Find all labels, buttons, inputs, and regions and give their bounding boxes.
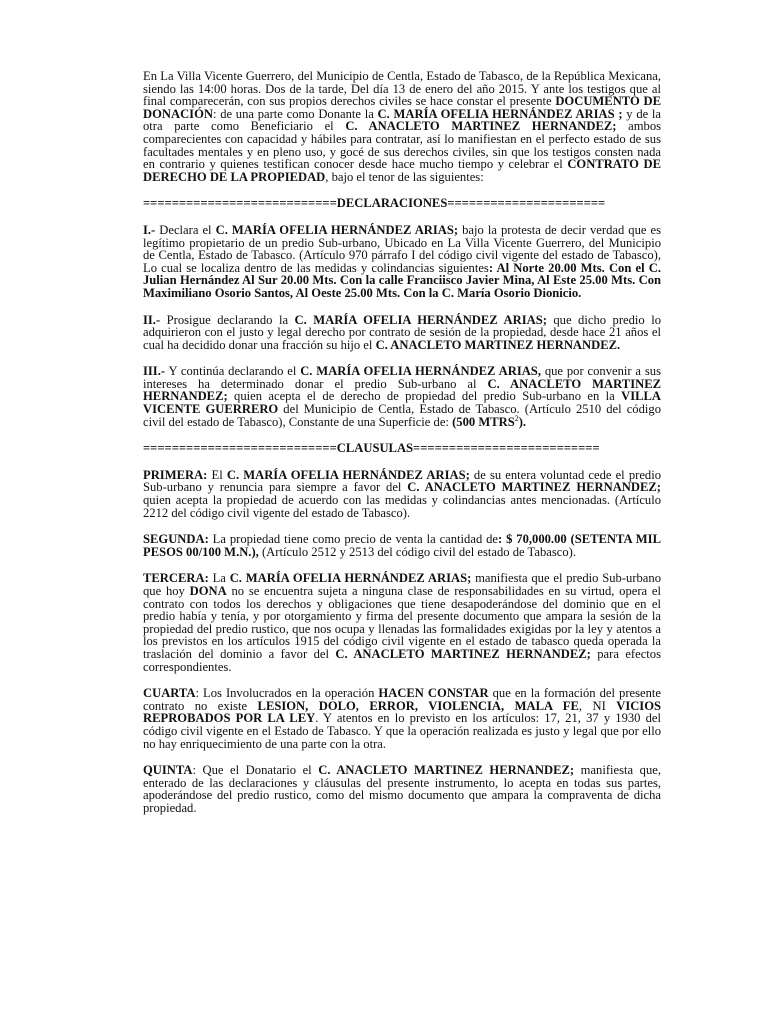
declaration-2: II.- Prosigue declarando la C. MARÍA OFELIA HERNÁNDEZ ARIAS; que dicho predio lo adquirieron con el justo y legal derecho por contrato de sesión de la propiedad, desde hace 21 años el cual ha decidido donar una fracción su hijo el C. ANACLETO MARTINEZ HERNANDEZ. bbox=[143, 312, 661, 352]
intro-text: , bajo el tenor de las siguientes: bbox=[325, 169, 484, 184]
intro-text: En La Villa Vicente Guerrero, del Municipio de Centla, Estado de Tabasco, de la República Mexicana, siendo las 14:00 horas. Dos de la tarde, Del día 13 de enero del año 2015. Y ante los testigos que al final comparecerán, con sus propios derechos civiles se hace constar el presente bbox=[143, 69, 661, 109]
intro-bold: CONTRATO DE DERECHO DE LA PROPIEDAD bbox=[143, 157, 661, 184]
clausulas-heading: ===========================CLAUSULAS========================== bbox=[143, 441, 600, 456]
clause-segunda: SEGUNDA: La propiedad tiene como precio de venta la cantidad de: $ 70,000.00 (SETENTA MIL PESOS 00/100 M.N.), (Artículo 2512 y 2513 del código civil del estado de Tabasco). bbox=[143, 532, 661, 559]
declaration-1: I.- Declara el C. MARÍA OFELIA HERNÁNDEZ ARIAS; bajo la protesta de decir verdad que es legítimo propietario de un predio Sub-urbano, Ubicado en La Villa Vicente Guerrero, del Municipio de Centla, Estado de Tabasco. (Artículo 970 párrafo I del código civil vigente del estado de Tabasco), Lo cual se localiza dentro de las medidas y colindancias siguientes: Al Norte 20.00 Mts. Con el C. Julian Hernández Al Sur 20.00 Mts. Con la calle Franciisco Javier Mina, Al Este 25.00 Mts. Con Maximiliano Osorio Santos, Al Oeste 25.00 Mts. Con la C. María Osorio Dionicio. bbox=[143, 222, 661, 300]
declaration-3: III.- Y continúa declarando el C. MARÍA OFELIA HERNÁNDEZ ARIAS, que por convenir a sus intereses ha determinado donar el predio Sub-urbano al C. ANACLETO MARTINEZ HERNANDEZ; quien acepta el de derecho de propiedad del predio Sub-urbano en la VILLA VICENTE GUERRERO del Municipio de Centla, Estado de Tabasco. (Artículo 2510 del código civil del estado de Tabasco), Constante de una Superficie de: (500 MTRS$^2$). bbox=[143, 364, 661, 429]
clause-tercera: TERCERA: La C. MARÍA OFELIA HERNÁNDEZ ARIAS; manifiesta que el predio Sub-urbano que hoy DONA no se encuentra sujeta a ninguna clase de responsabilidades en su virtud, opera el contrato con todos los derechos y obligaciones que tiene desapoderándose del dominio que en el predio había y tenía, y por otorgamiento y firma del presente documento que ampara la sesión de la propiedad del predio rustico, que nos ocupa y llenadas las formalidades exigidas por la ley y atentos a los previstos en los artículos 1915 del código civil vigente en el estado de tabasco queda operada la traslación del dominio a favor del C. ANACLETO MARTINEZ HERNANDEZ; para efectos correspondientes. bbox=[143, 571, 662, 674]
intro-bold: C. MARÍA OFELIA HERNÁNDEZ ARIAS ; bbox=[377, 106, 623, 121]
document-page bbox=[143, 70, 661, 829]
intro-text: : de una parte como Donante la bbox=[212, 106, 378, 121]
intro-paragraph bbox=[143, 70, 661, 183]
clause-cuarta: CUARTA: Los Involucrados en la operación HACEN CONSTAR que en la formación del presente contrato no existe LESION, DOLO, ERROR, VIOLENCIA, MALA FE, NI VICIOS REPROBADOS POR LA LEY. Y atentos en lo previsto en los artículos: 17, 21, 37 y 1930 del código civil vigente en el Estado de Tabasco. Y que la operación realizada es justo y legal que por ello no hay enriquecimiento de una parte con la otra. bbox=[143, 686, 662, 751]
intro-bold: DOCUMENTO DE DONACIÓN bbox=[143, 94, 661, 121]
intro-text: ambos comparecientes con capacidad y hábiles para contratar, así lo manifiestan en el perfecto estado de sus facultades mentales y en pleno uso, y gocé de sus derechos civiles, sin que los testigos consten nada en contrario y quienes testifican conocer desde hace mucho tiempo y celebrar el bbox=[143, 119, 662, 172]
clause-quinta: QUINTA: Que el Donatario el C. ANACLETO MARTINEZ HERNANDEZ; manifiesta que, enterado de las declaraciones y cláusulas del presente instrumento, lo acepta en todas sus partes, apoderándose del predio rustico, como del mismo documento que ampara la compraventa de dicha propiedad. bbox=[143, 763, 661, 815]
clause-primera: PRIMERA: El C. MARÍA OFELIA HERNÁNDEZ ARIAS; de su entera voluntad cede el predio Sub-urbano y renuncia para siempre a favor del C. ANACLETO MARTINEZ HERNANDEZ; quien acepta la propiedad de acuerdo con las medidas y colindancias antes mencionadas. (Artículo 2212 del código civil vigente del estado de Tabasco). bbox=[143, 467, 661, 520]
intro-text: y de la otra parte como Beneficiario el bbox=[143, 106, 662, 134]
declaraciones-heading: ===========================DECLARACIONES====================== bbox=[143, 196, 606, 211]
intro-bold: C. ANACLETO MARTINEZ HERNANDEZ; bbox=[345, 119, 617, 134]
